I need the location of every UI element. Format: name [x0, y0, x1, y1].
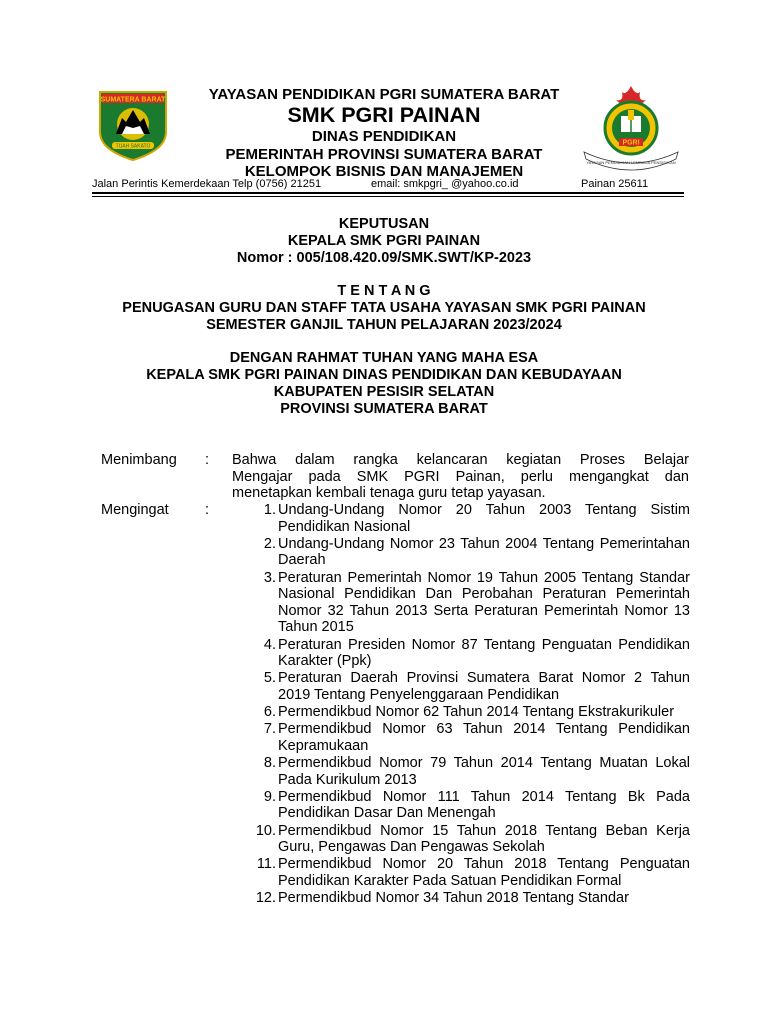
recalling-item [250, 704, 690, 721]
letterhead-address: Jalan Perintis Kemerdekaan Telp (0756) 21251 [92, 178, 322, 190]
recalling-item-text: Permendikbud Nomor 15 Tahun 2018 Tentang Beban Kerja Guru, Pengawas Dan Pengawas Sekolah [278, 822, 690, 856]
recalling-item-number: 2. [263, 535, 276, 552]
letterhead-email: email: smkpgri_ @yahoo.co.id [371, 178, 519, 190]
recalling-item-text: Permendikbud Nomor 79 Tahun 2014 Tentang Muatan Lokal Pada Kurikulum 2013 [278, 755, 690, 788]
subject-line-1: PENUGASAN GURU DAN STAFF TATA USAHA YAYASAN SMK PGRI PAINAN [122, 300, 646, 316]
recalling-item-number: 4. [263, 636, 276, 653]
svg-text:YAYASAN PENDIDIKAN LEMBAGA PEN: YAYASAN PENDIDIKAN LEMBAGA PENDIDIKAN [586, 160, 676, 165]
recalling-item-text: Peraturan Presiden Nomor 87 Tentang Penguatan Pendidikan Karakter (Ppk) [278, 636, 690, 670]
recalling-item-number: 11. [256, 856, 276, 873]
recalling-item-text: Undang-Undang Nomor 20 Tahun 2003 Tentang Sistim Pendidikan Nasional [278, 502, 690, 535]
recalling-item [250, 755, 690, 788]
recalling-item-text: Permendikbud Nomor 62 Tahun 2014 Tentang Ekstrakurikuler [278, 704, 675, 721]
recalling-item-text: Peraturan Pemerintah Nomor 19 Tahun 2005 Tentang Standar Nasional Pendidikan Dan Perobahan Peraturan Pemerintah Nomor 32 Tahun 2013 Serta Peraturan Pemerintah Nomor 13 Tahun 2015 [278, 569, 690, 636]
recalling-item [250, 637, 690, 670]
letterhead-department: DINAS PENDIDIKAN [311, 128, 457, 145]
recalling-list [250, 502, 690, 907]
recalling-item [250, 823, 690, 856]
considering-text-line-1: Bahwa dalam rangka kelancaran kegiatan Proses Belajar [232, 452, 689, 468]
letterhead-city: Painan 25611 [581, 178, 649, 190]
recalling-item-text: Permendikbud Nomor 20 Tahun 2018 Tentang Penguatan Pendidikan Karakter Pada Satuan Pendidikan Formal [278, 856, 690, 889]
letterhead-government: PEMERINTAH PROVINSI SUMATERA BARAT [225, 146, 543, 163]
letterhead-school-name: SMK PGRI PAINAN [287, 103, 481, 127]
recalling-item-number: 6. [263, 704, 276, 721]
preamble-line-4: PROVINSI SUMATERA BARAT [280, 401, 488, 417]
letterhead-divider-thin [92, 196, 684, 197]
recalling-colon: : [205, 502, 210, 518]
decree-number: Nomor : 005/108.420.09/SMK.SWT/KP-2023 [236, 250, 532, 266]
preamble-line-2: KEPALA SMK PGRI PAINAN DINAS PENDIDIKAN DAN KEBUDAYAAN [146, 367, 622, 383]
recalling-item [250, 721, 690, 754]
letterhead-group: KELOMPOK BISNIS DAN MANAJEMEN [244, 163, 524, 180]
considering-text-line-2: Mengajar pada SMK PGRI Painan, perlu mengangkat dan [232, 468, 689, 485]
recalling-item-text: Permendikbud Nomor 63 Tahun 2014 Tentang Pendidikan Kepramukaan [278, 721, 690, 754]
considering-text [232, 452, 689, 502]
recalling-item-text: Peraturan Daerah Provinsi Sumatera Barat Nomor 2 Tahun 2019 Tentang Penyelenggaraan Pendidikan [278, 670, 690, 703]
recalling-item-number: 3. [263, 569, 276, 586]
recalling-item-number: 9. [263, 788, 276, 805]
recalling-item [250, 789, 690, 822]
subject-line-2: SEMESTER GANJIL TAHUN PELAJARAN 2023/2024 [206, 317, 562, 333]
considering-text-line-3: menetapkan kembali tenaga guru tetap yayasan. [232, 485, 546, 502]
preamble-line-1: DENGAN RAHMAT TUHAN YANG MAHA ESA [229, 350, 539, 366]
recalling-item-text: Permendikbud Nomor 111 Tahun 2014 Tentang Bk Pada Pendidikan Dasar Dan Menengah [278, 788, 690, 822]
recalling-item [250, 890, 690, 907]
preamble-line-3: KABUPATEN PESISIR SELATAN [273, 384, 495, 400]
svg-text:PGRI: PGRI [622, 139, 640, 147]
decree-issuer: KEPALA SMK PGRI PAINAN [287, 233, 481, 249]
svg-text:TUAH SAKATO: TUAH SAKATO [115, 143, 151, 150]
recalling-item-text: Permendikbud Nomor 34 Tahun 2018 Tentang Standar [278, 890, 629, 907]
recalling-item [250, 856, 690, 889]
recalling-item [250, 670, 690, 703]
recalling-item-number: 12. [255, 890, 276, 907]
subject-heading: T E N T A N G [337, 283, 431, 299]
recalling-item-number: 1. [263, 502, 276, 518]
recalling-item-number: 7. [263, 721, 276, 738]
decree-title: KEPUTUSAN [338, 216, 430, 232]
svg-text:SUMATERA BARAT: SUMATERA BARAT [100, 96, 166, 104]
letterhead-foundation: YAYASAN PENDIDIKAN PGRI SUMATERA BARAT [208, 86, 560, 103]
recalling-item-text: Undang-Undang Nomor 23 Tahun 2004 Tentang Pemerintahan Daerah [278, 535, 690, 569]
considering-colon: : [205, 452, 210, 468]
recalling-item-number: 5. [263, 670, 276, 687]
letterhead-divider [92, 192, 684, 194]
recalling-item [250, 536, 690, 569]
recalling-item-number: 10. [255, 822, 276, 839]
recalling-label: Mengingat [101, 502, 169, 518]
considering-label: Menimbang [101, 452, 177, 468]
recalling-item [250, 570, 690, 636]
recalling-item [250, 502, 690, 535]
recalling-item-number: 8. [263, 755, 276, 772]
